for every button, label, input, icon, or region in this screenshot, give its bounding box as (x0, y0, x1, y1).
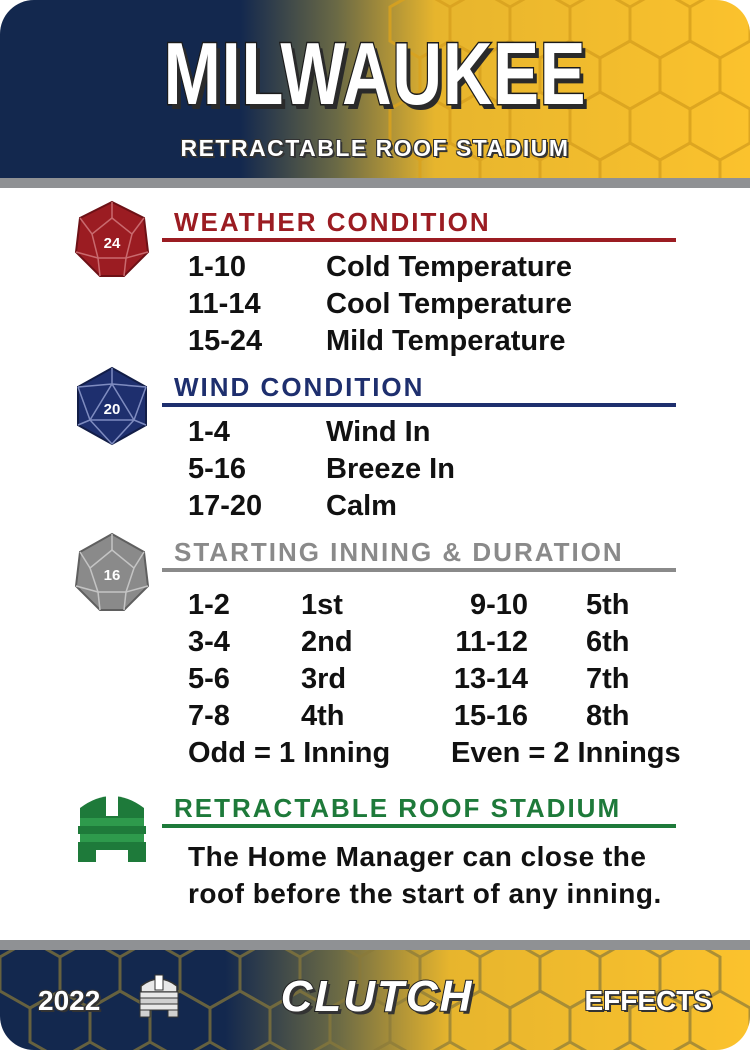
card-header (0, 0, 750, 182)
even-duration: Even = 2 Innings (451, 737, 681, 769)
inning-value: 1st (301, 589, 343, 621)
d16-die-label: 16 (103, 567, 121, 584)
card-year: 2022 (38, 985, 101, 1016)
roll-range: 5-16 (188, 453, 247, 485)
inning-value: 8th (586, 700, 630, 732)
d24-die-label: 24 (103, 235, 121, 252)
d16-die-icon (72, 532, 152, 612)
weather-rule (162, 238, 676, 242)
roll-effect: Calm (326, 490, 397, 522)
inning-value: 2nd (301, 626, 353, 658)
roll-range: 5-6 (188, 663, 230, 695)
wind-heading: WIND CONDITION (174, 372, 425, 402)
roll-effect: Cold Temperature (326, 251, 573, 283)
roll-range: 11-14 (188, 288, 261, 320)
roll-effect: Breeze In (326, 453, 455, 485)
roof-heading: RETRACTABLE ROOF STADIUM (174, 793, 622, 823)
roll-range: 1-4 (188, 416, 230, 448)
roof-rule (162, 824, 676, 828)
d20-die-icon (72, 366, 152, 446)
inning-value: 3rd (301, 663, 347, 695)
roof-description-line: The Home Manager can close the (188, 841, 647, 872)
stadium-icon (72, 786, 152, 864)
roll-range: 1-2 (188, 589, 230, 621)
roll-range: 3-4 (188, 626, 230, 658)
roll-range: 17-20 (188, 490, 263, 522)
roll-effect: Mild Temperature (326, 325, 566, 357)
inning-value: 4th (301, 700, 345, 732)
roll-range: 9-10 (469, 589, 528, 621)
weather-heading: WEATHER CONDITION (174, 207, 491, 237)
inning-value: 7th (586, 663, 630, 695)
stadium-subtitle: RETRACTABLE ROOF STADIUM (180, 135, 570, 161)
inning-heading: STARTING INNING & DURATION (174, 537, 624, 567)
stadium-small-icon (136, 972, 182, 1018)
inning-value: 5th (586, 589, 630, 621)
d24-die-icon (72, 200, 152, 280)
stadium-title: MILWAUKEE (163, 24, 587, 123)
inning-rule (162, 568, 676, 572)
wind-rule (162, 403, 676, 407)
roll-range: 13-14 (453, 663, 528, 695)
header-divider (0, 178, 750, 188)
roof-description (188, 838, 688, 912)
roll-range: 7-8 (188, 700, 230, 732)
card-category: EFFECTS (584, 985, 712, 1016)
roll-range: 11-12 (455, 626, 528, 658)
roll-range: 15-24 (188, 325, 263, 357)
d20-die-label: 20 (103, 401, 121, 418)
roll-range: 1-10 (188, 251, 247, 283)
roll-range: 15-16 (453, 700, 528, 732)
odd-duration: Odd = 1 Inning (188, 737, 391, 769)
footer-divider (0, 940, 750, 950)
roof-description-line: roof before the start of any inning. (188, 878, 662, 909)
inning-value: 6th (586, 626, 630, 658)
roll-effect: Cool Temperature (326, 288, 573, 320)
clutch-logo: CLUTCH (280, 972, 474, 1021)
roll-effect: Wind In (326, 416, 431, 448)
